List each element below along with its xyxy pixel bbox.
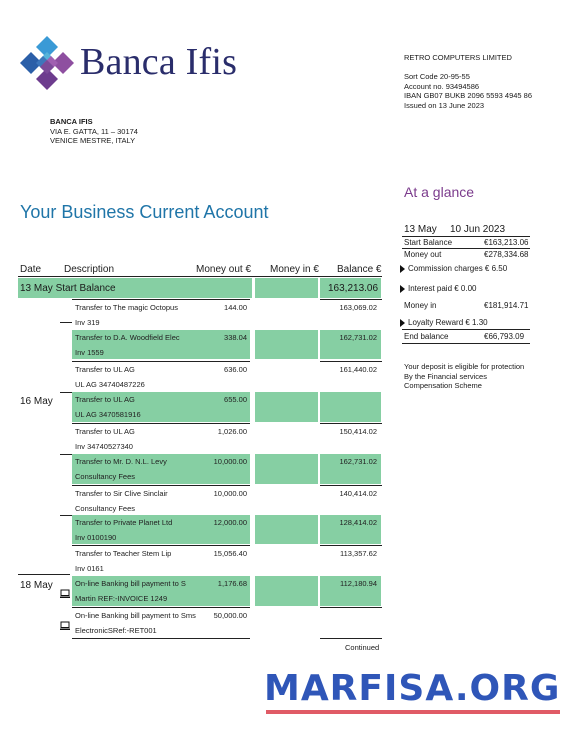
row-rule xyxy=(72,607,250,608)
row-balance: 150,414.02 xyxy=(339,427,377,436)
row-money-out: 10,000.00 xyxy=(213,457,247,466)
row-money-out: 15,056.40 xyxy=(213,549,247,558)
row-reference: Inv 34740527340 xyxy=(75,442,133,451)
divider xyxy=(402,343,530,344)
row-rule xyxy=(72,299,250,300)
triangle-bullet-icon xyxy=(400,319,405,327)
col-money-out-header: Money out € xyxy=(196,264,252,275)
row-reference: UL AG 3470581916 xyxy=(75,410,141,419)
row-money-out: 12,000.00 xyxy=(213,518,247,527)
computer-icon xyxy=(60,618,70,636)
iban: IBAN GB07 BUKB 2096 5593 4945 86 xyxy=(404,91,533,100)
row-marker xyxy=(60,322,72,323)
col-balance-header: Balance € xyxy=(337,264,382,275)
customer-details xyxy=(404,72,532,110)
commission-text: Commission charges € 6.50 xyxy=(408,264,508,273)
triangle-bullet-icon xyxy=(400,265,405,273)
bank-address xyxy=(50,117,138,146)
loyalty-text: Loyalty Reward € 1.30 xyxy=(408,318,488,327)
divider xyxy=(402,236,530,237)
row-description: Transfer to UL AG xyxy=(75,395,135,404)
row-rule xyxy=(320,423,382,424)
glance-start-balance-label: Start Balance xyxy=(404,238,453,247)
glance-money-out-label: Money out xyxy=(404,250,442,259)
glance-period-start: 13 May xyxy=(404,224,437,235)
row-balance: 113,357.62 xyxy=(340,549,377,558)
row-description: Transfer to UL AG xyxy=(75,365,135,374)
start-balance-value: 163,213.06 xyxy=(328,283,379,294)
start-balance-label: 13 May Start Balance xyxy=(20,283,116,294)
glance-title: At a glance xyxy=(404,184,475,200)
row-description: Transfer to Private Planet Ltd xyxy=(75,518,173,527)
row-highlight xyxy=(255,392,318,422)
glance-money-in-value: €181,914.71 xyxy=(484,301,529,310)
row-rule xyxy=(72,361,250,362)
row-money-out: 144.00 xyxy=(224,303,247,312)
row-reference: Consultancy Fees xyxy=(75,504,136,513)
row-rule xyxy=(320,485,382,486)
row-balance: 163,069.02 xyxy=(339,303,377,312)
glance-end-balance-value: €66,793.09 xyxy=(484,332,525,341)
start-balance-in-cell xyxy=(255,278,318,298)
col-date-header: Date xyxy=(20,264,42,275)
row-money-out: 338.04 xyxy=(224,333,247,342)
row-highlight xyxy=(255,330,318,359)
row-reference: Inv 0100190 xyxy=(75,533,117,542)
bank-name: BANCA IFIS xyxy=(50,117,93,126)
row-money-out: 1,176.68 xyxy=(217,579,247,588)
row-rule xyxy=(72,485,250,486)
issued-date: Issued on 13 June 2023 xyxy=(404,100,485,110)
glance-start-balance-value: €163,213.06 xyxy=(484,238,529,247)
row-balance: 128,414.02 xyxy=(339,518,377,527)
row-description: Transfer to Mr. D. N.L. Levy xyxy=(75,457,167,466)
bank-logo-text: Banca Ifis xyxy=(80,41,238,83)
row-rule xyxy=(320,361,382,362)
bank-logo-icon xyxy=(20,36,74,90)
row-reference: Inv 1559 xyxy=(75,348,104,357)
row-description: Transfer to The magic Octopus xyxy=(75,303,178,312)
row-description: On-line Banking bill payment to S xyxy=(75,579,186,588)
glance-end-balance-label: End balance xyxy=(404,332,449,341)
row-marker xyxy=(60,454,72,455)
bank-address-line2: VENICE MESTRE, ITALY xyxy=(50,136,136,145)
row-reference: Inv 319 xyxy=(75,318,100,327)
row-marker xyxy=(60,515,72,516)
row-balance: 162,731.02 xyxy=(339,333,377,342)
glance-interest xyxy=(400,284,477,293)
glance-loyalty xyxy=(400,318,488,327)
date-separator xyxy=(18,574,70,575)
row-reference: UL AG 34740487226 xyxy=(75,380,145,389)
divider xyxy=(402,329,530,330)
row-money-out: 636.00 xyxy=(224,365,247,374)
table-bottom-rule xyxy=(320,638,382,639)
row-description: Transfer to Sir Clive Sinclair xyxy=(75,489,168,498)
watermark-underline xyxy=(266,710,560,714)
glance-period-end: 10 Jun 2023 xyxy=(450,224,506,235)
row-highlight xyxy=(255,576,318,606)
row-reference: Martin REF:-INVOICE 1249 xyxy=(75,594,168,603)
computer-icon xyxy=(60,586,70,604)
row-rule xyxy=(320,545,382,546)
row-balance: 140,414.02 xyxy=(339,489,377,498)
row-money-out: 655.00 xyxy=(224,395,247,404)
glance-money-out-value: €278,334.68 xyxy=(484,250,529,259)
row-rule xyxy=(320,299,382,300)
row-balance: 162,731.02 xyxy=(339,457,377,466)
account-number: Account no. 93494586 xyxy=(404,81,480,91)
row-reference: ElectronicSRef:-RET001 xyxy=(75,626,157,635)
row-money-out: 1,026.00 xyxy=(217,427,247,436)
row-reference: Consultancy Fees xyxy=(75,472,136,481)
watermark-text: MARFISA.ORG xyxy=(264,668,561,709)
col-description-header: Description xyxy=(64,264,115,275)
row-money-out: 10,000.00 xyxy=(213,489,247,498)
row-description: Transfer to Teacher Stem Lip xyxy=(75,549,172,558)
glance-commission xyxy=(400,264,507,273)
row-balance: 161,440.02 xyxy=(339,365,377,374)
triangle-bullet-icon xyxy=(400,285,405,293)
row-highlight xyxy=(255,515,318,544)
row-reference: Inv 0161 xyxy=(75,564,104,573)
row-description: Transfer to UL AG xyxy=(75,427,135,436)
date-label: 18 May xyxy=(20,580,53,591)
row-rule xyxy=(320,607,382,608)
protection-line: Your deposit is eligible for protection xyxy=(404,362,525,371)
row-highlight xyxy=(320,392,381,422)
sort-code: Sort Code 20-95-55 xyxy=(404,72,470,81)
row-description: Transfer to D.A. Woodfield Elec xyxy=(75,333,180,342)
row-marker xyxy=(60,392,72,393)
row-rule xyxy=(72,545,250,546)
protection-line: Compensation Scheme xyxy=(404,381,482,390)
row-highlight xyxy=(255,454,318,484)
customer-name: RETRO COMPUTERS LIMITED xyxy=(404,53,512,62)
page-title: Your Business Current Account xyxy=(20,202,269,222)
row-rule xyxy=(72,423,250,424)
col-money-in-header: Money in € xyxy=(270,264,319,275)
row-money-out: 50,000.00 xyxy=(213,611,247,620)
continued-label: Continued xyxy=(345,643,380,652)
divider xyxy=(402,248,530,249)
row-description: On-line Banking bill payment to Sms xyxy=(75,611,196,620)
date-label: 16 May xyxy=(20,396,53,407)
protection-line: By the Financial services xyxy=(404,371,487,381)
table-header-rule xyxy=(18,276,382,277)
bank-address-line1: VIA E. GATTA, 11 – 30174 xyxy=(50,126,138,136)
table-bottom-rule xyxy=(72,638,250,639)
row-balance: 112,180.94 xyxy=(340,579,377,588)
interest-text: Interest paid € 0.00 xyxy=(408,284,477,293)
glance-money-in-label: Money in xyxy=(404,301,437,310)
protection-note xyxy=(404,362,524,391)
